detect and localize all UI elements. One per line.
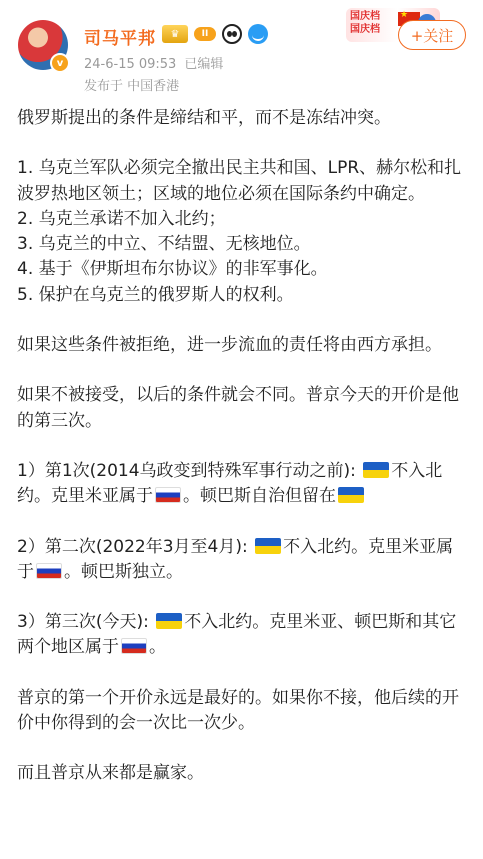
ukraine-flag-emoji	[363, 462, 389, 478]
offer-item	[17, 535, 469, 586]
edited-label[interactable]: 已编辑	[184, 57, 224, 72]
username[interactable]: 司马平邦	[84, 29, 156, 49]
offer-item	[17, 459, 469, 510]
verified-v-icon: v	[50, 53, 70, 73]
list-item: 3. 乌克兰的中立、不结盟、无核地位。	[17, 234, 311, 255]
post-meta	[84, 53, 223, 72]
ukraine-flag-emoji	[255, 538, 281, 554]
russia-flag-emoji	[36, 563, 62, 579]
post-paragraph: 如果不被接受，以后的条件就会不同。普京今天的开价是他的第三次。	[17, 385, 459, 431]
list-item: 1. 乌克兰军队必须完全撤出民主共和国、LPR、赫尔松和扎波罗热地区领土；区域的地位必须在国际条约中确定。	[17, 158, 462, 204]
list-item: 5. 保护在乌克兰的俄罗斯人的权利。	[17, 284, 294, 305]
ukraine-flag-emoji	[156, 613, 182, 629]
list-item: 4. 基于《伊斯坦布尔协议》的非军事化。	[17, 259, 328, 280]
offer-text: 3）第三次(今天):	[17, 612, 155, 633]
offer-text: 。顿巴斯自治但留在	[183, 486, 336, 507]
post-paragraph: 如果这些条件被拒绝，进一步流血的责任将由西方承担。	[17, 335, 442, 356]
ukraine-flag-emoji	[338, 487, 364, 503]
offer-item	[17, 610, 469, 661]
offer-text: 2）第二次(2022年3月至4月):	[17, 536, 254, 557]
post-timestamp[interactable]: 24-6-15 09:53	[84, 57, 177, 72]
offer-text: 不入北约。克里米亚、顿巴斯和其它两个地区属于	[17, 612, 457, 658]
offer-text: 不入北约。克里米亚属于	[17, 536, 454, 582]
list-item: 2. 乌克兰承诺不加入北约；	[17, 208, 226, 229]
smile-icon	[248, 24, 268, 44]
offer-text: 。顿巴斯独立。	[64, 561, 183, 582]
post-location: 发布于 中国香港	[84, 79, 180, 94]
offer-text: 。	[149, 637, 166, 658]
russia-flag-emoji	[155, 487, 181, 503]
vip-level-badge: II	[194, 27, 216, 41]
post-paragraph: 俄罗斯提出的条件是缔结和平，而不是冻结冲突。	[17, 108, 391, 128]
post-paragraph: 而且普京从来都是赢家。	[17, 763, 204, 784]
russia-flag-emoji	[121, 638, 147, 654]
post-header	[0, 0, 483, 96]
panda-icon	[222, 24, 242, 44]
banner-text: 国庆档国庆档	[350, 11, 380, 35]
vip-crown-icon[interactable]: ♛	[162, 25, 188, 43]
follow-button[interactable]: +关注	[398, 20, 466, 50]
offer-text: 1）第1次(2014乌政变到特殊军事行动之前):	[17, 460, 362, 481]
post-body	[17, 106, 469, 787]
offer-text: 不入北约。克里米亚属于	[17, 460, 443, 507]
user-badges	[162, 24, 268, 44]
post-paragraph: 普京的第一个开价永远是最好的。如果你不接，他后续的开价中你得到的会一次比一次少。	[17, 687, 459, 734]
